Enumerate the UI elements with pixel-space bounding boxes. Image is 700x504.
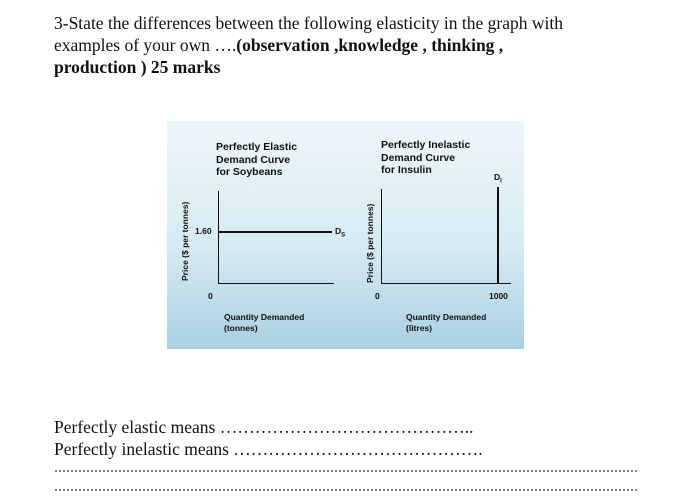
right-curve-letter: D bbox=[494, 172, 501, 182]
right-x-label-line-2: (litres) bbox=[406, 323, 432, 333]
left-title-line-1: Perfectly Elastic bbox=[216, 141, 298, 153]
elastic-answer-prompt: Perfectly elastic means …………………………………….. bbox=[54, 417, 474, 437]
left-y-axis-label: Price ($ per tonnes) bbox=[180, 201, 190, 281]
answer-dotted-line-2 bbox=[54, 489, 638, 491]
right-origin: 0 bbox=[375, 291, 380, 301]
right-x-axis-label bbox=[406, 312, 486, 334]
left-graph-title bbox=[216, 141, 297, 179]
left-x-axis-label bbox=[224, 312, 304, 334]
left-curve-subscript: S bbox=[341, 232, 346, 239]
right-title-line-2: Demand Curve bbox=[381, 151, 456, 164]
question-text bbox=[54, 12, 654, 78]
left-x-label-line-2: (tonnes) bbox=[224, 323, 258, 333]
elasticity-figure bbox=[167, 121, 524, 349]
left-demand-line bbox=[218, 231, 332, 233]
question-line-2 bbox=[54, 34, 654, 56]
right-curve-subscript: I bbox=[500, 178, 502, 185]
question-line-2-plain: examples of your own …. bbox=[54, 35, 237, 55]
right-y-axis-label: Price ($ per tonnes) bbox=[365, 203, 375, 283]
right-quantity-tick: 1000 bbox=[489, 291, 508, 301]
right-curve-label bbox=[494, 172, 502, 185]
left-origin: 0 bbox=[208, 291, 213, 301]
right-x-label-line-1: Quantity Demanded bbox=[406, 312, 487, 322]
right-x-axis bbox=[381, 283, 511, 284]
left-curve-letter: D bbox=[335, 226, 342, 236]
left-title-line-3: for Soybeans bbox=[216, 166, 283, 178]
left-y-axis bbox=[218, 191, 219, 284]
inelastic-answer-prompt: Perfectly inelastic means ……………………………………. bbox=[54, 439, 483, 459]
question-line-3: production ) 25 marks bbox=[54, 57, 221, 77]
left-curve-label bbox=[335, 226, 345, 239]
left-x-axis bbox=[218, 283, 334, 284]
right-demand-line bbox=[497, 187, 499, 284]
right-graph-title bbox=[381, 139, 470, 177]
left-title-line-2: Demand Curve bbox=[216, 153, 291, 166]
question-line-1: 3-State the differences between the following elasticity in the graph with bbox=[54, 13, 563, 33]
right-title-line-1: Perfectly Inelastic bbox=[381, 139, 471, 151]
left-x-label-line-1: Quantity Demanded bbox=[224, 312, 305, 322]
right-title-line-3: for Insulin bbox=[381, 164, 432, 176]
answer-dotted-line-1 bbox=[54, 470, 638, 472]
right-y-axis bbox=[381, 189, 382, 284]
question-line-2-bold: (observation ,knowledge , thinking , bbox=[236, 35, 504, 55]
left-price-tick: 1.60 bbox=[195, 226, 212, 236]
